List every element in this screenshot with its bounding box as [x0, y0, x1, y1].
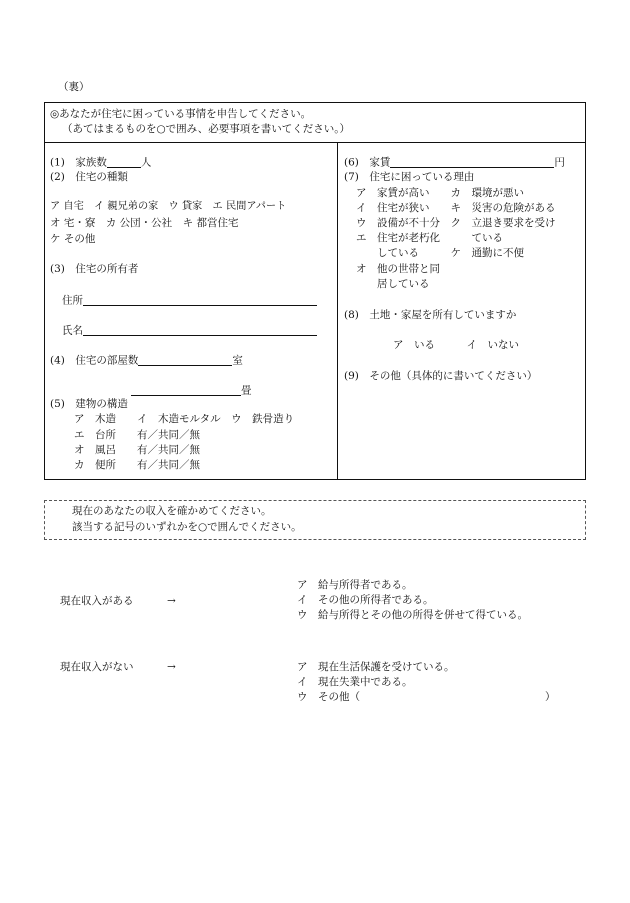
- q7-row3: ウ 設備が不十分 ク 立退き要求を受け: [356, 217, 556, 229]
- q5-row4: カ 便所 有／共同／無: [74, 459, 200, 471]
- q3-address-row: [62, 294, 317, 306]
- q3-address-field[interactable]: [83, 294, 317, 306]
- q1-label: (1) 家族数: [50, 156, 107, 169]
- q6-unit: 円: [554, 156, 565, 169]
- q5-row1: ア 木造 イ 木造モルタル ウ 鉄骨造り: [74, 413, 295, 425]
- income-yes-label: 現在収入がある: [60, 595, 134, 607]
- q1-unit: 人: [140, 156, 152, 169]
- q4-mats-row: [131, 384, 252, 396]
- q5-row3: オ 風呂 有／共同／無: [74, 444, 200, 456]
- income-yes-opt2[interactable]: イ その他の所得者である。: [297, 594, 434, 606]
- q5-row2: エ 台所 有／共同／無: [74, 429, 200, 441]
- q2-row3: ケ その他: [50, 233, 96, 245]
- q4-rooms-field[interactable]: [138, 354, 232, 366]
- section-divider: [44, 142, 586, 143]
- q7-row5: している ケ 通勤に不便: [356, 247, 524, 259]
- income-no-arrow: →: [167, 661, 176, 673]
- q1-family-count: [50, 156, 151, 168]
- income-yes-opt3[interactable]: ウ 給与所得とその他の所得を併せて得ている。: [297, 609, 528, 621]
- income-no-opt3-close: ）: [545, 691, 556, 703]
- q7-row2: イ 住宅が狭い キ 災害の危険がある: [356, 202, 556, 214]
- q6-rent-field[interactable]: [390, 156, 554, 168]
- q3-label: (3) 住宅の所有者: [50, 263, 139, 275]
- q5-label: (5) 建物の構造: [50, 398, 128, 410]
- q7-label: (7) 住宅に困っている理由: [344, 171, 475, 183]
- income-instruction-line2: 該当する記号のいずれかを○で囲んでください。: [72, 521, 302, 533]
- q4-label: (4) 住宅の部屋数: [50, 354, 139, 367]
- q2-label: (2) 住宅の種類: [50, 171, 128, 183]
- income-no-opt2[interactable]: イ 現在失業中である。: [297, 676, 413, 688]
- q6-rent: [344, 156, 565, 168]
- income-no-opt3[interactable]: [297, 692, 360, 703]
- q3-address-label: 住所: [62, 294, 83, 307]
- income-no-label: 現在収入がない: [60, 661, 134, 673]
- intro-line1: ◎あなたが住宅に困っている事情を申告してください。: [50, 108, 312, 120]
- q3-name-row: [62, 324, 317, 336]
- q4-mats-field[interactable]: [131, 384, 241, 396]
- income-instruction-line1: 現在のあなたの収入を確かめてください。: [72, 505, 272, 517]
- intro-line2: （あてはまるものを○で囲み、必要事項を書いてください。）: [62, 123, 351, 135]
- q8-options: ア いる イ いない: [393, 339, 519, 351]
- income-yes-arrow: →: [167, 595, 176, 607]
- q2-row1: ア 自宅 イ 親兄弟の家 ウ 貸家 エ 民間アパート: [50, 201, 287, 212]
- income-yes-opt1[interactable]: ア 給与所得者である。: [297, 579, 413, 591]
- q4-unit-mats: 畳: [241, 384, 252, 397]
- q4-unit-rooms: 室: [232, 354, 243, 367]
- q9-label: (9) その他（具体的に書いてください）: [344, 370, 538, 382]
- q8-label: (8) 土地・家屋を所有していますか: [344, 309, 517, 321]
- income-no-opt1[interactable]: ア 現在生活保護を受けている。: [297, 661, 455, 673]
- q1-blank[interactable]: [107, 156, 141, 168]
- column-divider: [337, 142, 338, 480]
- q3-name-field[interactable]: [83, 324, 317, 336]
- income-no-opt3-prefix: ウ その他（: [297, 691, 360, 703]
- q6-label: (6) 家賃: [344, 156, 391, 169]
- page-label: （裏）: [58, 81, 90, 93]
- q7-row1: ア 家賃が高い カ 環境が悪い: [356, 187, 524, 199]
- q7-row7: 居している: [356, 278, 430, 290]
- q7-row4: エ 住宅が老朽化 ている: [356, 232, 503, 244]
- q3-name-label: 氏名: [62, 324, 83, 337]
- q2-row2: オ 宅・寮 カ 公団・公社 キ 都営住宅: [50, 217, 239, 229]
- q7-row6: オ 他の世帯と同: [356, 263, 440, 275]
- q4-room-count: [50, 354, 243, 366]
